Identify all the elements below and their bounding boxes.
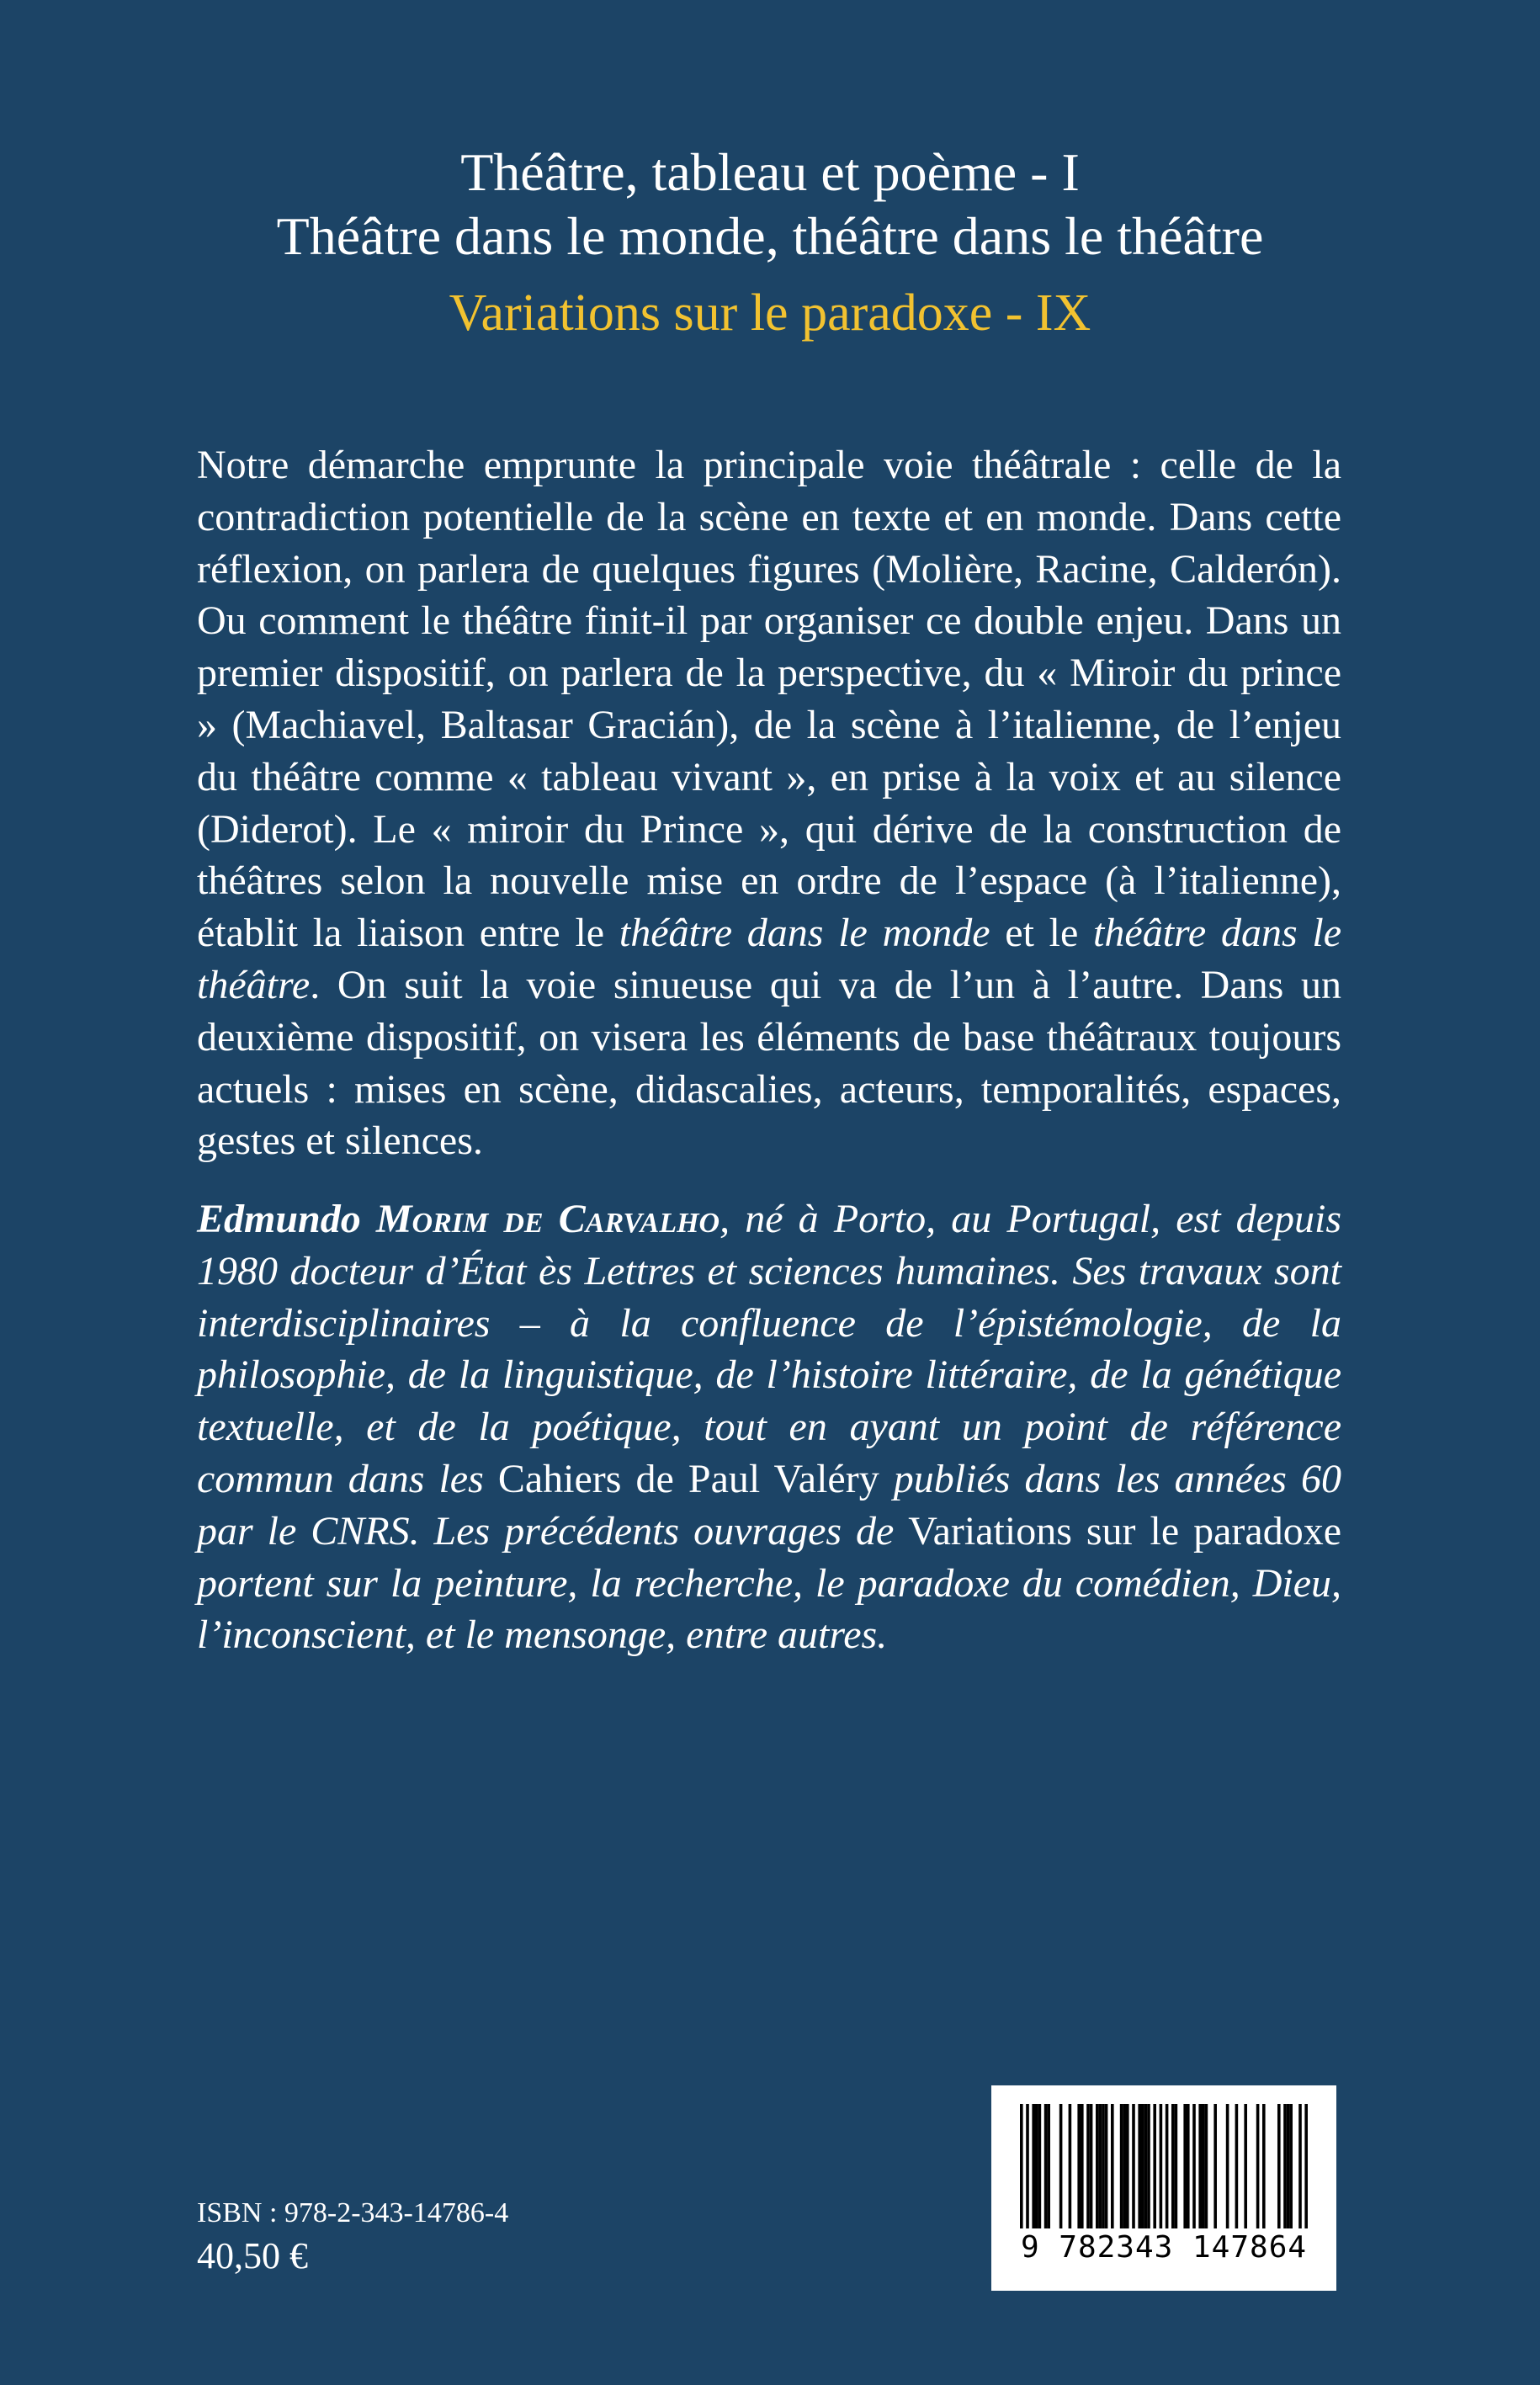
summary-text-2: et le	[990, 911, 1094, 956]
title-block	[0, 139, 1540, 403]
barcode-bar	[1138, 2104, 1141, 2228]
barcode-bar	[1099, 2104, 1102, 2228]
bio-work-title-1: Cahiers de Paul Valéry	[497, 1456, 879, 1501]
barcode-bar	[1120, 2104, 1123, 2228]
summary-emphasis-1: théâtre dans le monde	[619, 911, 990, 956]
author-bio	[197, 1193, 1341, 1661]
summary-text-1: Notre démarche emprunte la principale voie théâtrale : celle de la contradiction potentielle de la scène en texte et en monde. Dans cette réflexion, on parlera de quelques figures (Molière, Racine, Calderón). Ou comment le théâtre finit-il par organiser ce double enjeu. Dans un premier dispositif, on parlera de la perspective, du « Miroir du prince » (Machiavel, Baltasar Gracián), de la scène à l’italienne, de l’enjeu du théâtre comme « tableau vivant », en prise à la voix et au silence (Diderot). Le « miroir du Prince », qui dérive de la construction de théâtres selon la nouvelle mise en ordre de l’espace (à l’italienne), établit la liaison entre le	[197, 443, 1341, 956]
author-first-name: Edmundo	[197, 1197, 376, 1241]
summary-emphasis-2: théâtre dans le théâtre	[197, 911, 1342, 1007]
barcode-bar	[1187, 2104, 1190, 2228]
book-title: Théâtre, tableau et poème - I	[460, 142, 1080, 202]
bio-text-3: portent sur la peinture, la recherche, le paradoxe du comédien, Dieu, l’inconscient, et le mensonge, entre autres.	[197, 1560, 1341, 1658]
barcode-bar	[1298, 2104, 1302, 2228]
summary-text-3: . On suit la voie sinueuse qui va de l’un à l’autre. Dans un deuxième dispositif, on visera les éléments de base théâtraux toujours actuels : mises en scène, didascalies, acteurs, temporalités, espaces, gestes et silences.	[197, 962, 1341, 1164]
barcode-bar	[1192, 2104, 1196, 2228]
barcode-bar	[1047, 2104, 1050, 2228]
barcode-bar	[1175, 2104, 1178, 2228]
barcode-bar	[1086, 2104, 1090, 2228]
summary-paragraph	[197, 439, 1341, 1167]
isbn: ISBN : 978-2-343-14786-4	[197, 2197, 509, 2228]
barcode-bar	[1096, 2104, 1099, 2228]
bio-text-1: , né à Porto, au Portugal, est depuis 1980 docteur d’État ès Lettres et sciences humaines. Ses travaux sont interdisciplinaires – à la confluence de l’épistémologie, de la philosophie, de la linguistique, de l’histoire littéraire, de la génétique textuelle, et de la poétique, tout en ayant un point de référence commun dans les	[197, 1197, 1341, 1501]
barcode-bar	[1304, 2104, 1308, 2228]
barcode	[991, 2085, 1336, 2291]
barcode-bar	[1244, 2104, 1247, 2228]
barcode-bar	[1132, 2104, 1135, 2228]
barcode-bar	[1035, 2104, 1038, 2228]
barcode-bar	[1287, 2104, 1290, 2228]
barcode-bar	[1069, 2104, 1072, 2228]
barcode-bar	[1026, 2104, 1029, 2228]
barcode-bar	[1044, 2104, 1048, 2228]
author-name	[197, 1197, 720, 1241]
barcode-bar	[1160, 2104, 1163, 2228]
barcode-bar	[1090, 2104, 1093, 2228]
barcode-bar	[1059, 2104, 1063, 2228]
bio-work-title-2: Variations sur le paradoxe	[908, 1508, 1341, 1554]
barcode-bar	[1205, 2104, 1208, 2228]
barcode-bar	[1123, 2104, 1126, 2228]
barcode-bar	[1038, 2104, 1042, 2228]
book-subtitle: Théâtre dans le monde, théâtre dans le théâtre	[276, 206, 1264, 266]
barcode-bar	[1277, 2104, 1281, 2228]
barcode-bar	[1235, 2104, 1239, 2228]
barcode-bar	[1081, 2104, 1084, 2228]
barcode-bar	[1166, 2104, 1169, 2228]
barcode-bar	[1126, 2104, 1129, 2228]
series-title: Variations sur le paradoxe - IX	[449, 284, 1091, 342]
barcode-bar	[1289, 2104, 1293, 2228]
barcode-bar	[1262, 2104, 1266, 2228]
barcode-bar	[1141, 2104, 1144, 2228]
barcode-bar	[1077, 2104, 1081, 2228]
barcode-bar	[1256, 2104, 1260, 2228]
barcode-bar	[1226, 2104, 1229, 2228]
barcode-bar	[1147, 2104, 1150, 2228]
author-last-name: Morim de Carvalho	[375, 1197, 720, 1241]
barcode-bar	[1102, 2104, 1105, 2228]
barcode-bar	[1213, 2104, 1217, 2228]
barcode-bar	[1198, 2104, 1202, 2228]
barcode-bar	[1202, 2104, 1205, 2228]
price: 40,50 €	[197, 2235, 308, 2276]
barcode-bar	[1032, 2104, 1035, 2228]
barcode-bar	[1105, 2104, 1108, 2228]
barcode-bar	[1144, 2104, 1148, 2228]
barcode-bar	[1020, 2104, 1023, 2228]
barcode-bar	[1283, 2104, 1287, 2228]
barcode-bar	[1111, 2104, 1114, 2228]
barcode-digits: 9 782343 147864	[1020, 2230, 1308, 2265]
barcode-bar	[1153, 2104, 1156, 2228]
barcode-bar	[1171, 2104, 1175, 2228]
barcode-bar	[1183, 2104, 1187, 2228]
bio-text-2: publiés dans les années 60 par le CNRS. Les précédents ouvrages de	[197, 1456, 1341, 1554]
